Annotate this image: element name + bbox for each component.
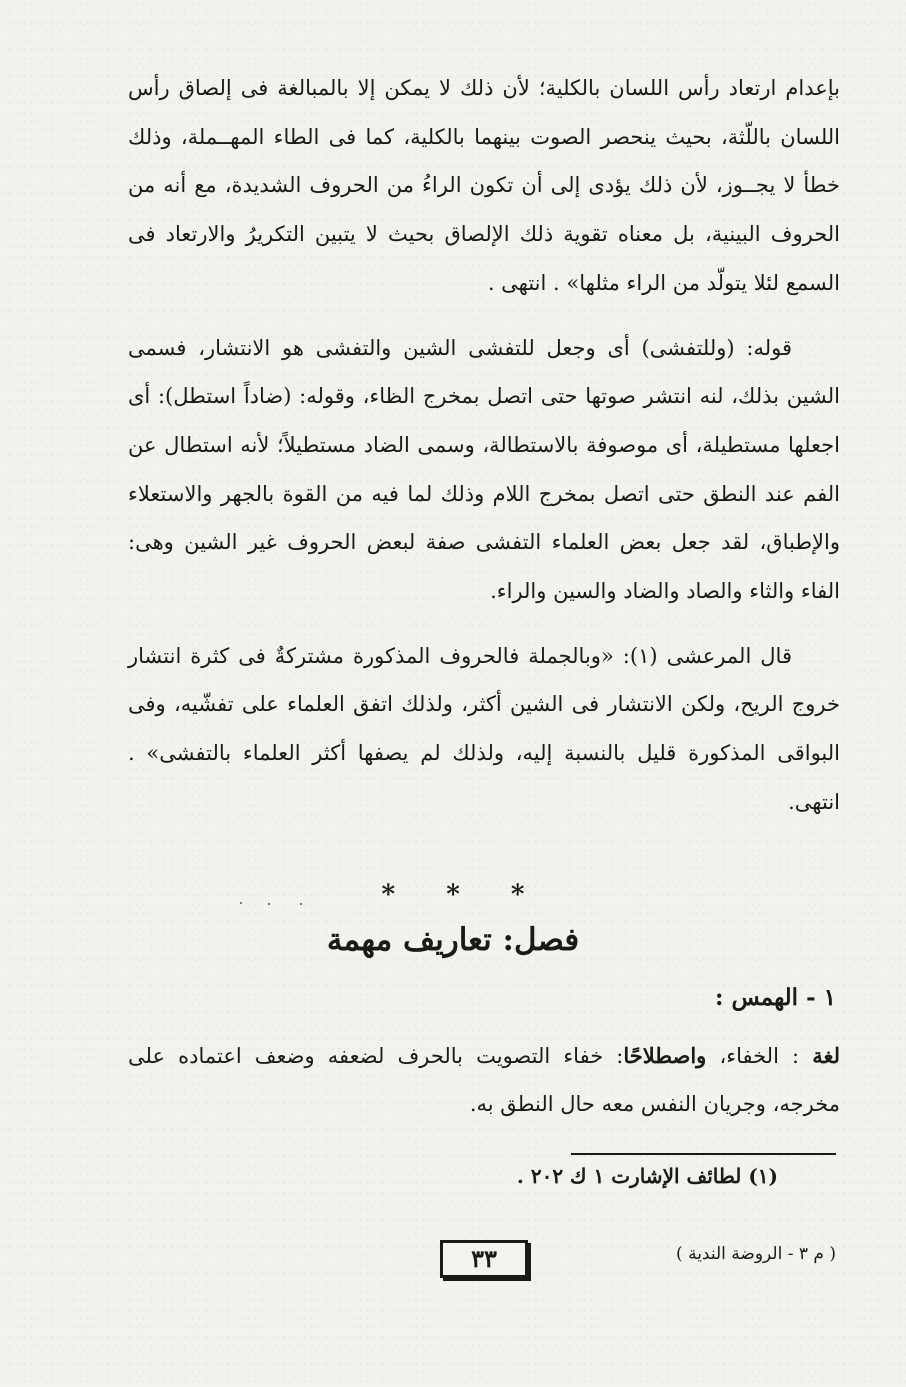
printer-signature: ( م ٣ - الروضة الندية ) <box>676 1244 836 1264</box>
section-separator: * * * <box>381 880 525 910</box>
definition-body <box>128 1032 840 1128</box>
scan-speck <box>300 903 302 905</box>
definition-technical-value: : خفاء التصويت بالحرف لضعفه وضعف اعتماده على مخرجه، وجريان النفس معه حال النطق به. <box>128 1044 840 1116</box>
main-text <box>128 64 840 827</box>
definition-term-label: لغة <box>812 1043 840 1068</box>
definition-term-value: : الخفاء، <box>719 1044 800 1068</box>
section-title: فصل: تعاريف مهمة <box>326 922 580 958</box>
footnote-divider <box>571 1153 836 1155</box>
paragraph-tafashi: قوله: (وللتفشى) أى وجعل للتفشى الشين والتفشى هو الانتشار، فسمى الشين بذلك، لنه انتشر صوتها حتى اتصل بمخرج الظاء، وقوله: (ضاداً استطل): أى اجعلها مستطيلة، أى موصوفة بالاستطالة، وسمى الضاد مستطيلاً؛ لأنه استطال عن الفم عند النطق حتى اتصل بمخرج اللام وذلك لما فيه من القوة بالجهر والاستعلاء والإطباق، لقد جعل بعض العلماء التفشى صفة لبعض الحروف غير الشين وهى: الفاء والثاء والصاد والضاد والسين والراء. <box>128 335 840 604</box>
definition-heading: ١ - الهمس : <box>714 984 836 1011</box>
page-number: ٣٣ <box>440 1240 528 1278</box>
scan-speck <box>240 902 242 904</box>
paragraph-marashi-quote: قال المرعشى (١): «وبالجملة فالحروف المذكورة مشتركةٌ فى كثرة انتشار خروج الريح، ولكن الانتشار فى الشين أكثر، ولذلك اتفق العلماء على تفشّيه، وفى البواقى المذكورة قليل بالنسبة إليه، ولذلك لم يصفها أكثر العلماء بالتفشى» . انتهى. <box>128 643 840 814</box>
definition-technical-label: واصطلاحًا <box>623 1043 707 1068</box>
scan-speck <box>268 903 270 905</box>
paragraph-continuation: بإعدام ارتعاد رأس اللسان بالكلية؛ لأن ذلك لا يمكن إلا بالمبالغة فى إلصاق رأس اللسان باللّثة، بحيث ينحصر الصوت بينهما بالكلية، كما فى الطاء المهــملة، وذلك خطأ لا يجــوز، لأن ذلك يؤدى إلى أن تكون الراءُ من الحروف الشديدة، مع أنه من الحروف البينية، بل معناه تقوية ذلك الإلصاق بحيث لا يتبين التكريرُ والارتعاد فى السمع لئلا يتولّد من الراء مثلها» . انتهى . <box>128 76 840 295</box>
footnote: (١) لطائف الإشارت ١ ك ٢٠٢ . <box>516 1164 778 1188</box>
